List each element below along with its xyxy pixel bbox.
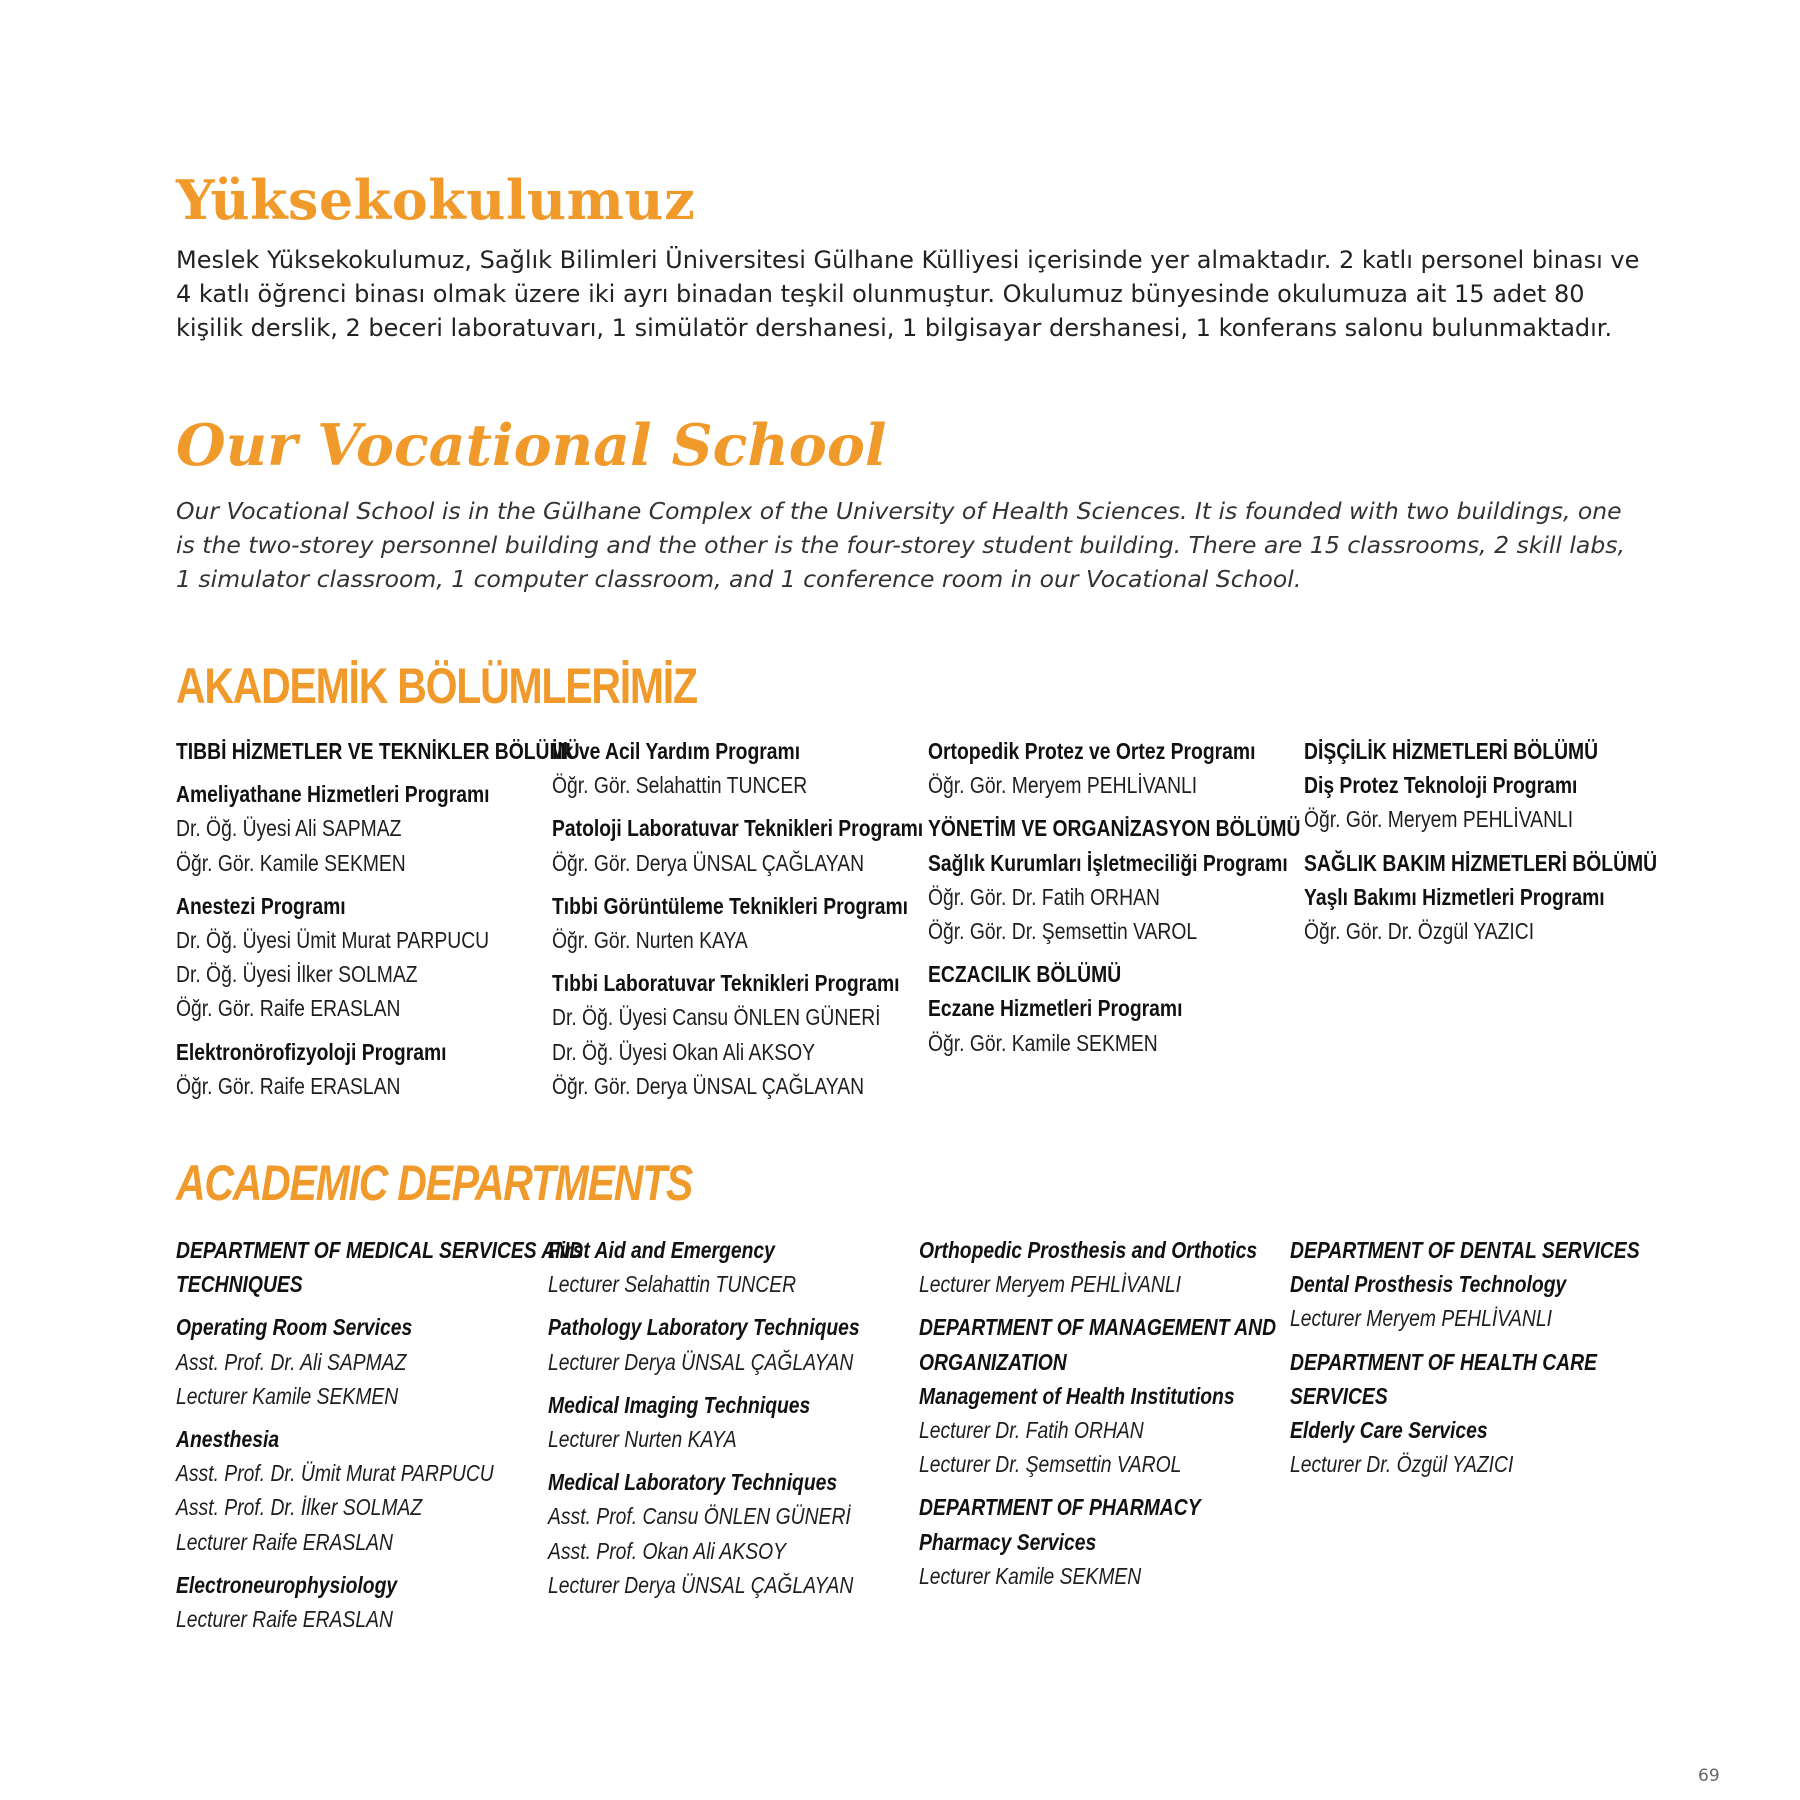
department-heading-line: Anestezi Programı	[176, 892, 346, 919]
staff-line: Öğr. Gör. Raife ERASLAN	[176, 1072, 401, 1099]
department-heading-line: Sağlık Kurumları İşletmeciliği Programı	[928, 849, 1288, 876]
turkish-title: Yüksekokulumuz	[176, 168, 696, 232]
department-heading-line: Tıbbi Laboratuvar Teknikleri Programı	[552, 970, 900, 997]
department-heading-line: TIBBİ HİZMETLER VE TEKNİKLER BÖLÜMÜ	[176, 738, 580, 764]
department-heading-line: DEPARTMENT OF PHARMACY	[919, 1494, 1201, 1521]
department-heading-line: Ameliyathane Hizmetleri Programı	[176, 781, 490, 808]
department-heading-line: Tıbbi Görüntüleme Teknikleri Programı	[552, 892, 909, 919]
staff-line: Asst. Prof. Dr. İlker SOLMAZ	[176, 1494, 423, 1521]
staff-line: Dr. Öğ. Üyesi Okan Ali AKSOY	[552, 1038, 816, 1065]
department-heading-line: Eczane Hizmetleri Programı	[928, 995, 1183, 1022]
en-department-column-4	[1290, 1233, 1643, 1481]
staff-line: Lecturer Derya ÜNSAL ÇAĞLAYAN	[548, 1348, 854, 1375]
department-heading-line: Patoloji Laboratuvar Teknikleri Programı	[552, 815, 924, 842]
department-heading-line: İlk ve Acil Yardım Programı	[552, 738, 801, 764]
staff-line: Lecturer Raife ERASLAN	[176, 1606, 393, 1633]
department-heading-line: Elderly Care Services	[1290, 1417, 1488, 1444]
department-heading-line: Yaşlı Bakımı Hizmetleri Programı	[1304, 883, 1605, 910]
staff-line: Lecturer Raife ERASLAN	[176, 1528, 393, 1555]
staff-line: Öğr. Gör. Dr. Özgül YAZICI	[1304, 918, 1535, 945]
english-departments-heading: ACADEMIC DEPARTMENTS	[176, 1155, 693, 1211]
department-heading-line: Medical Laboratory Techniques	[548, 1469, 838, 1496]
department-heading-line: SERVICES	[1290, 1382, 1388, 1409]
department-heading-line: Anesthesia	[176, 1426, 280, 1453]
department-heading-line: TECHNIQUES	[176, 1271, 303, 1298]
department-heading-line: Medical Imaging Techniques	[548, 1391, 811, 1418]
staff-line: Öğr. Gör. Kamile SEKMEN	[928, 1029, 1158, 1056]
department-heading-line: DEPARTMENT OF MANAGEMENT AND	[919, 1314, 1277, 1341]
department-heading-line: ECZACILIK BÖLÜMÜ	[928, 961, 1122, 988]
turkish-paragraph: Meslek Yüksekokulumuz, Sağlık Bilimleri Üniversitesi Gülhane Külliyesi içerisinde yer almaktadır. 2 katlı personel binası ve 4 katlı öğrenci binası olmak üzere iki ayrı binadan teşkil olunmuştur. Okulumuz bünyesinde okulumuza ait 15 adet 80 kişilik derslik, 2 beceri laboratuvarı, 1 simülatör dershanesi, 1 bilgisayar dershanesi, 1 konferans salonu bulunmaktadır.	[176, 246, 1640, 342]
department-heading-line: Orthopedic Prosthesis and Orthotics	[919, 1237, 1258, 1263]
department-heading-line: Elektronörofizyoloji Programı	[176, 1038, 447, 1065]
tr-department-column-4	[1304, 734, 1657, 948]
staff-line: Öğr. Gör. Selahattin TUNCER	[552, 772, 808, 799]
staff-line: Lecturer Derya ÜNSAL ÇAĞLAYAN	[548, 1571, 854, 1598]
staff-line: Lecturer Meryem PEHLİVANLI	[919, 1271, 1182, 1298]
staff-line: Öğr. Gör. Kamile SEKMEN	[176, 849, 406, 876]
staff-line: Asst. Prof. Cansu ÖNLEN GÜNERİ	[548, 1503, 851, 1530]
staff-line: Dr. Öğ. Üyesi Ali SAPMAZ	[176, 815, 402, 842]
en-department-column-1	[176, 1233, 584, 1636]
department-heading-line: DEPARTMENT OF HEALTH CARE	[1290, 1348, 1597, 1375]
staff-line: Öğr. Gör. Meryem PEHLİVANLI	[1304, 806, 1574, 833]
department-heading-line: YÖNETİM VE ORGANİZASYON BÖLÜMÜ	[928, 815, 1301, 842]
tr-department-column-1	[176, 734, 580, 1103]
department-heading-line: DİŞÇİLİK HİZMETLERİ BÖLÜMÜ	[1304, 738, 1599, 764]
department-heading-line: Electroneurophysiology	[176, 1571, 398, 1598]
staff-line: Lecturer Kamile SEKMEN	[919, 1562, 1142, 1589]
staff-line: Öğr. Gör. Raife ERASLAN	[176, 995, 401, 1022]
department-heading-line: Diş Protez Teknoloji Programı	[1304, 772, 1578, 799]
staff-line: Lecturer Dr. Özgül YAZICI	[1290, 1451, 1514, 1478]
staff-line: Öğr. Gör. Meryem PEHLİVANLI	[928, 772, 1198, 799]
staff-line: Asst. Prof. Dr. Ümit Murat PARPUCU	[176, 1460, 494, 1487]
staff-line: Öğr. Gör. Derya ÜNSAL ÇAĞLAYAN	[552, 849, 865, 876]
tr-department-column-3	[928, 734, 1301, 1060]
staff-line: Lecturer Dr. Fatih ORHAN	[919, 1417, 1144, 1444]
department-heading-line: Ortopedik Protez ve Ortez Programı	[928, 738, 1256, 764]
english-paragraph: Our Vocational School is in the Gülhane Complex of the University of Health Sciences. It is founded with two buildings, one is the two-storey personnel building and the other is the four-storey student building. There are 15 classrooms, 2 skill labs, 1 simulator classroom, 1 computer classroom, and 1 conference room in our Vocational School.	[176, 497, 1625, 593]
staff-line: Öğr. Gör. Nurten KAYA	[552, 927, 748, 954]
staff-line: Lecturer Dr. Şemsettin VAROL	[919, 1451, 1182, 1478]
en-department-column-2	[548, 1233, 901, 1602]
department-heading-line: Pharmacy Services	[919, 1528, 1097, 1555]
staff-line: Dr. Öğ. Üyesi Cansu ÖNLEN GÜNERİ	[552, 1004, 881, 1031]
staff-line: Öğr. Gör. Dr. Fatih ORHAN	[928, 883, 1160, 910]
staff-line: Dr. Öğ. Üyesi Ümit Murat PARPUCU	[176, 927, 490, 954]
staff-line: Asst. Prof. Dr. Ali SAPMAZ	[176, 1348, 407, 1375]
english-title: Our Vocational School	[176, 412, 887, 479]
department-heading-line: Pathology Laboratory Techniques	[548, 1314, 860, 1341]
department-heading-line: SAĞLIK BAKIM HİZMETLERİ BÖLÜMÜ	[1304, 849, 1658, 876]
staff-line: Öğr. Gör. Dr. Şemsettin VAROL	[928, 918, 1198, 945]
tr-department-column-2	[552, 734, 924, 1103]
department-heading-line: ORGANIZATION	[919, 1348, 1067, 1375]
page-number: 69	[1698, 1766, 1720, 1786]
staff-line: Asst. Prof. Okan Ali AKSOY	[548, 1537, 787, 1564]
staff-line: Öğr. Gör. Derya ÜNSAL ÇAĞLAYAN	[552, 1072, 865, 1099]
department-heading-line: DEPARTMENT OF DENTAL SERVICES	[1290, 1237, 1640, 1263]
turkish-departments-heading: AKADEMİK BÖLÜMLERİMİZ	[176, 658, 697, 714]
department-heading-line: DEPARTMENT OF MEDICAL SERVICES AND	[176, 1237, 584, 1263]
staff-line: Lecturer Selahattin TUNCER	[548, 1271, 797, 1298]
department-heading-line: First Aid and Emergency	[548, 1237, 775, 1263]
staff-line: Lecturer Nurten KAYA	[548, 1426, 737, 1453]
staff-line: Lecturer Meryem PEHLİVANLI	[1290, 1305, 1553, 1332]
department-heading-line: Dental Prosthesis Technology	[1290, 1271, 1567, 1298]
staff-line: Lecturer Kamile SEKMEN	[176, 1382, 399, 1409]
department-heading-line: Management of Health Institutions	[919, 1382, 1235, 1409]
department-heading-line: Operating Room Services	[176, 1314, 413, 1341]
staff-line: Dr. Öğ. Üyesi İlker SOLMAZ	[176, 961, 418, 988]
en-department-column-3	[919, 1233, 1277, 1593]
